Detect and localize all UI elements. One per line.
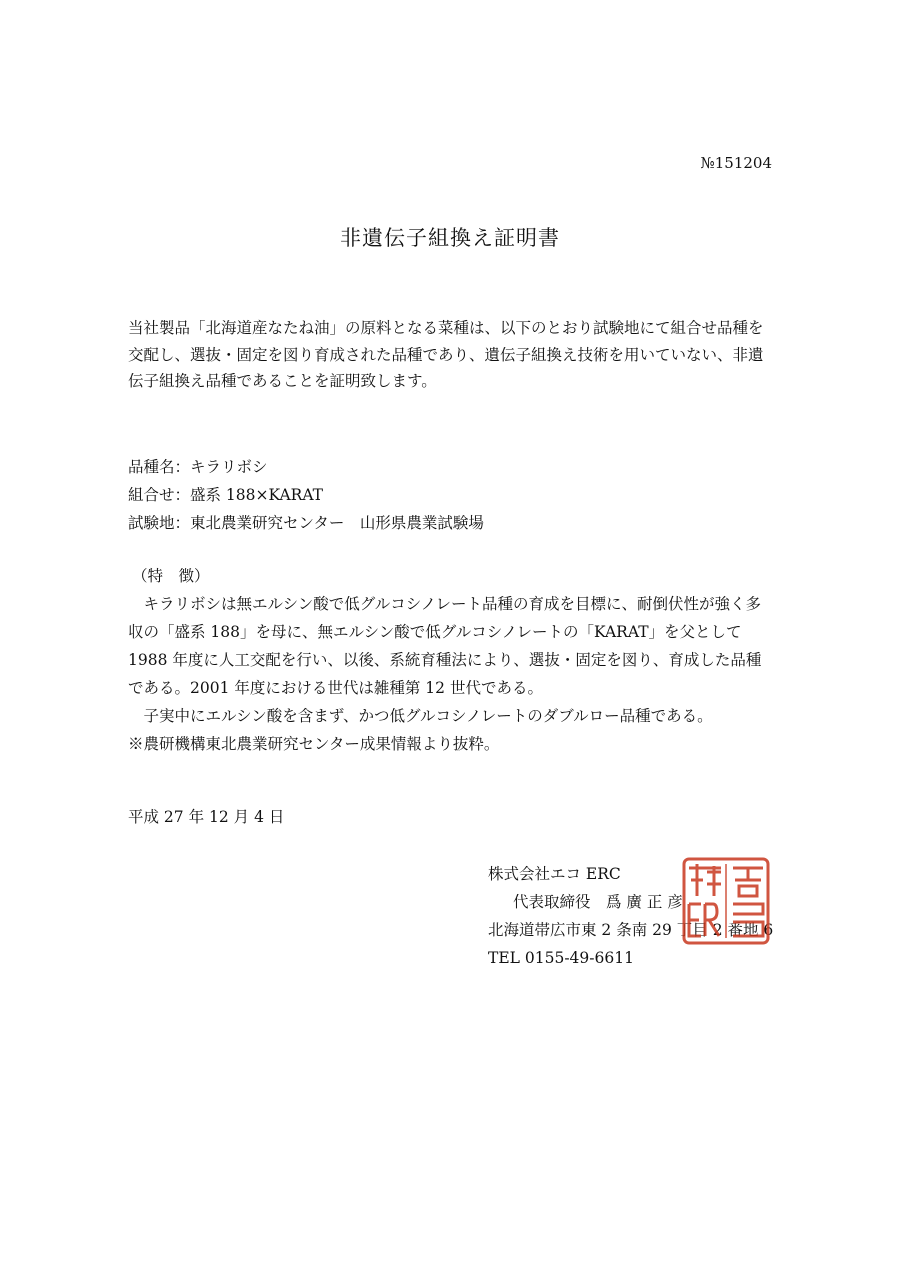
- features-note: ※農研機構東北農業研究センター成果情報より抜粋。: [128, 735, 500, 753]
- issuer-address: 北海道帯広市東 2 条南 29 丁目 2 番地 6: [488, 921, 774, 939]
- spec-variety: 品種名：キラリボシ: [128, 458, 268, 476]
- issuer-company: 株式会社エコ ERC: [488, 865, 621, 883]
- seal-glyph-er: [689, 904, 719, 936]
- document-title: 非遺伝子組換え証明書: [340, 226, 560, 250]
- seal-glyph-kabu: [689, 864, 721, 896]
- intro-paragraph: 当社製品「北海道産なたね油」の原料となる菜種は、以下のとおり試験地にて組合せ品種を交配し、選抜・固定を図り育成された品種であり、遺伝子組換え技術を用いていない、非遺伝子組換え品種であることを証明致します。: [128, 319, 764, 390]
- issuer-tel: TEL 0155-49-6611: [488, 949, 634, 967]
- document-number: №151204: [700, 154, 772, 172]
- seal-glyph-shiki: [733, 868, 763, 896]
- features-heading: （特 徴）: [132, 567, 210, 585]
- specs-section: [128, 453, 484, 537]
- intro-section: [128, 315, 776, 395]
- issuer-representative: 代表取締役 爲 廣 正 彦: [513, 893, 683, 911]
- spec-test-site: 試験地：東北農業研究センター 山形県農業試験場: [128, 514, 484, 532]
- issue-date: 平成 27 年 12 月 4 日: [128, 808, 285, 826]
- spec-cross: 組合せ：盛系 188×KARAT: [128, 486, 323, 504]
- features-paragraph-1: キラリボシは無エルシン酸で低グルコシノレート品種の育成を目標に、耐倒伏性が強く多収の「盛系 188」を母に、無エルシン酸で低グルコシノレートの「KARAT」を父として 1988 年度に人工交配を行い、以後、系統育種法により、選抜・固定を図り、育成した品種である。2001 年度における世代は雑種第 12 世代である。: [128, 595, 762, 697]
- features-section: [128, 562, 776, 758]
- company-seal-stamp: [681, 856, 771, 946]
- seal-glyph-ko: [733, 904, 763, 936]
- features-paragraph-2: 子実中にエルシン酸を含まず、かつ低グルコシノレートのダブルロー品種である。: [143, 707, 713, 725]
